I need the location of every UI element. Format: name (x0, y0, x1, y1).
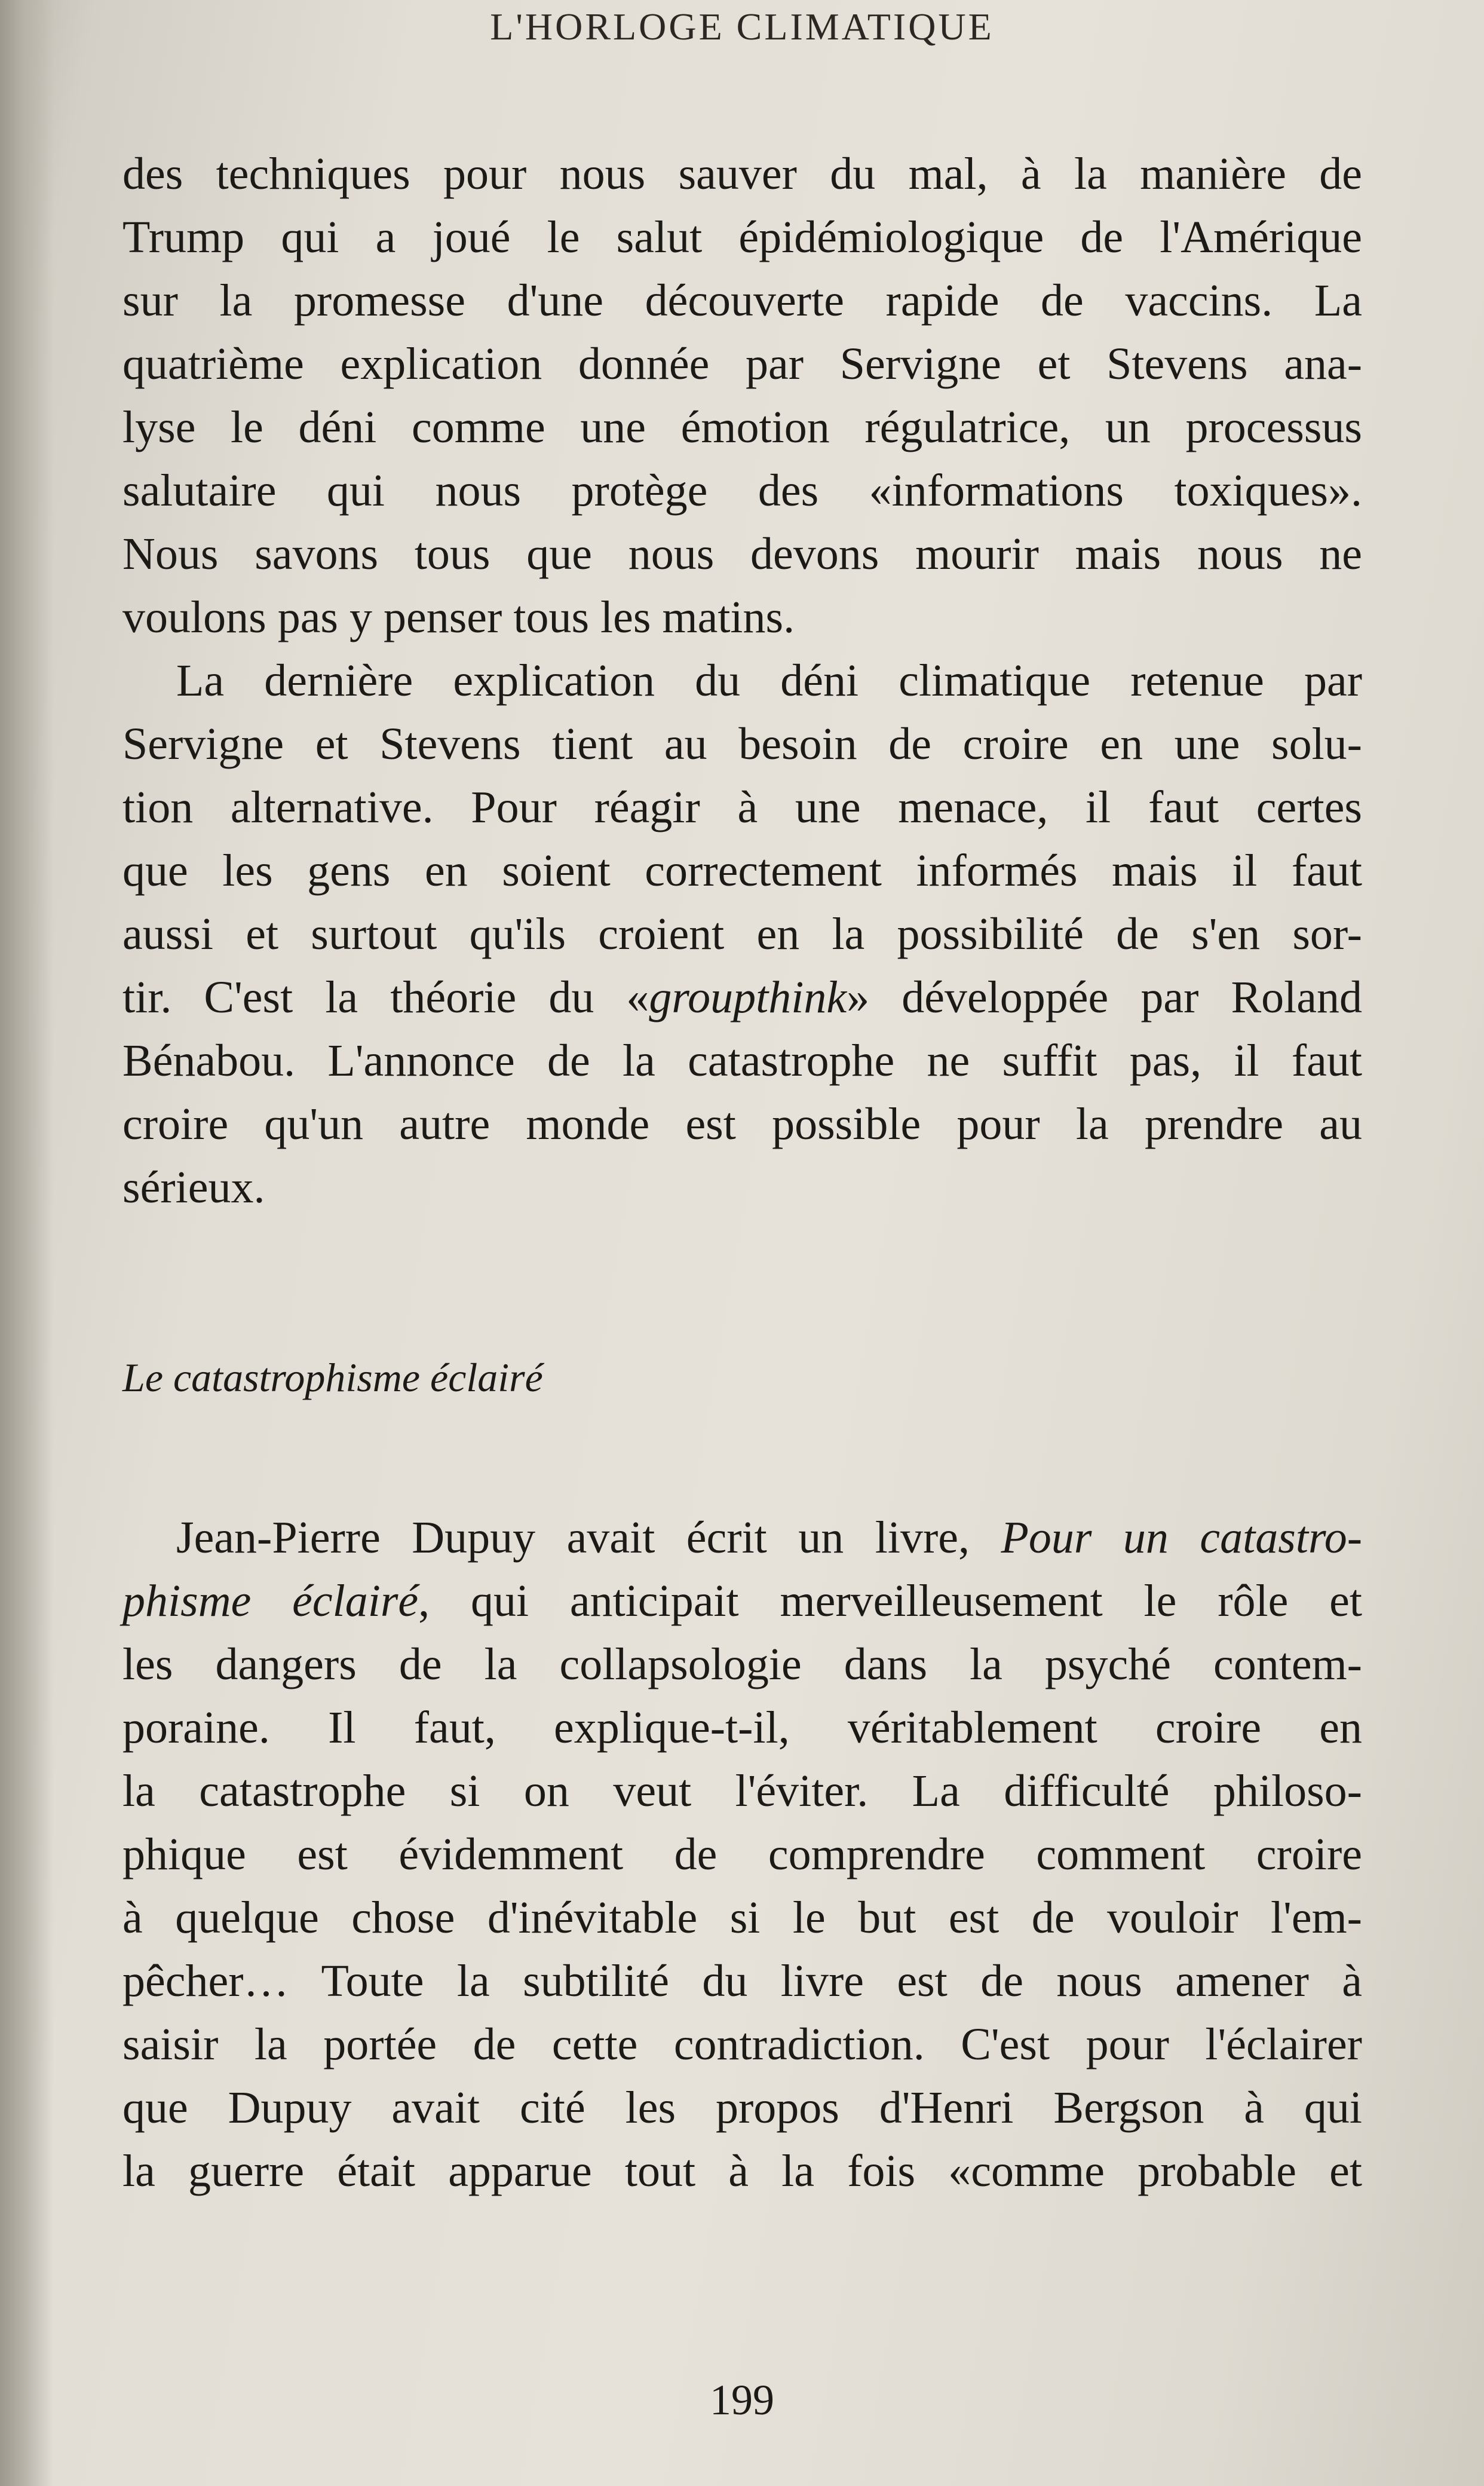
text-line: les dangers de la collapsologie dans la psyché contem- (122, 1639, 1362, 1689)
text-line: des techniques pour nous sauver du mal, à la manière de (122, 149, 1362, 199)
text-line (122, 1506, 1362, 1569)
text-line: Servigne et Stevens tient au besoin de croire en une solu- (122, 719, 1362, 769)
text-line: salutaire qui nous protège des «informations toxiques». (122, 466, 1362, 516)
italic-term: groupthink (649, 972, 847, 1022)
text-fragment: tir. C'est la théorie du « (122, 972, 649, 1022)
text-line: phique est évidemment de comprendre comment croire (122, 1829, 1362, 1879)
italic-book-title: phisme éclairé (122, 1576, 419, 1626)
text-line (122, 1569, 1362, 1633)
text-line: saisir la portée de cette contradiction. C'est pour l'éclairer (122, 2019, 1362, 2069)
text-line: que Dupuy avait cité les propos d'Henri Bergson à qui (122, 2083, 1362, 2133)
page-spine-shadow (0, 0, 54, 2486)
italic-book-title: Pour un catastro- (1001, 1513, 1363, 1563)
text-line: tion alternative. Pour réagir à une menace, il faut certes (122, 782, 1362, 832)
text-line: que les gens en soient correctement informés mais il faut (122, 846, 1362, 896)
text-line: la catastrophe si on veut l'éviter. La difficulté philoso- (122, 1766, 1362, 1816)
text-line: Nous savons tous que nous devons mourir mais nous ne (122, 529, 1362, 579)
text-line: la guerre était apparue tout à la fois «comme probable et (122, 2146, 1362, 2196)
text-line: aussi et surtout qu'ils croient en la possibilité de s'en sor- (122, 909, 1362, 959)
text-fragment: Jean-Pierre Dupuy avait écrit un livre, (176, 1513, 1001, 1563)
text-line: croire qu'un autre monde est possible pour la prendre au (122, 1099, 1362, 1149)
section-heading: Le catastrophisme éclairé (122, 1355, 543, 1400)
text-line: quatrième explication donnée par Servigne et Stevens ana- (122, 339, 1362, 389)
text-line: sur la promesse d'une découverte rapide de vaccins. La (122, 275, 1362, 326)
text-fragment: » développée par Roland (847, 972, 1362, 1022)
text-line: La dernière explication du déni climatique retenue par (176, 656, 1362, 706)
paragraph-3 (122, 1506, 1362, 2203)
text-line: poraine. Il faut, explique-t-il, véritablement croire en (122, 1703, 1362, 1753)
text-line: Bénabou. L'annonce de la catastrophe ne suffit pas, il faut (122, 1036, 1362, 1086)
text-line: à quelque chose d'inévitable si le but est de vouloir l'em- (122, 1893, 1362, 1943)
page-number: 199 (710, 2376, 774, 2424)
text-line: pêcher… Toute la subtilité du livre est de nous amener à (122, 1956, 1362, 2006)
text-line: sérieux. (122, 1162, 265, 1213)
text-line: voulons pas y penser tous les matins. (122, 592, 795, 642)
text-fragment: , qui anticipait merveilleusement le rôle et (418, 1576, 1363, 1626)
text-line: Trump qui a joué le salut épidémiologique de l'Amérique (122, 212, 1362, 262)
text-line (122, 966, 1362, 1029)
body-text (122, 142, 1362, 2203)
paragraph-2 (122, 649, 1362, 1219)
paragraph-1 (122, 142, 1362, 649)
text-line: lyse le déni comme une émotion régulatrice, un processus (122, 402, 1362, 452)
running-head: L'HORLOGE CLIMATIQUE (490, 5, 994, 48)
